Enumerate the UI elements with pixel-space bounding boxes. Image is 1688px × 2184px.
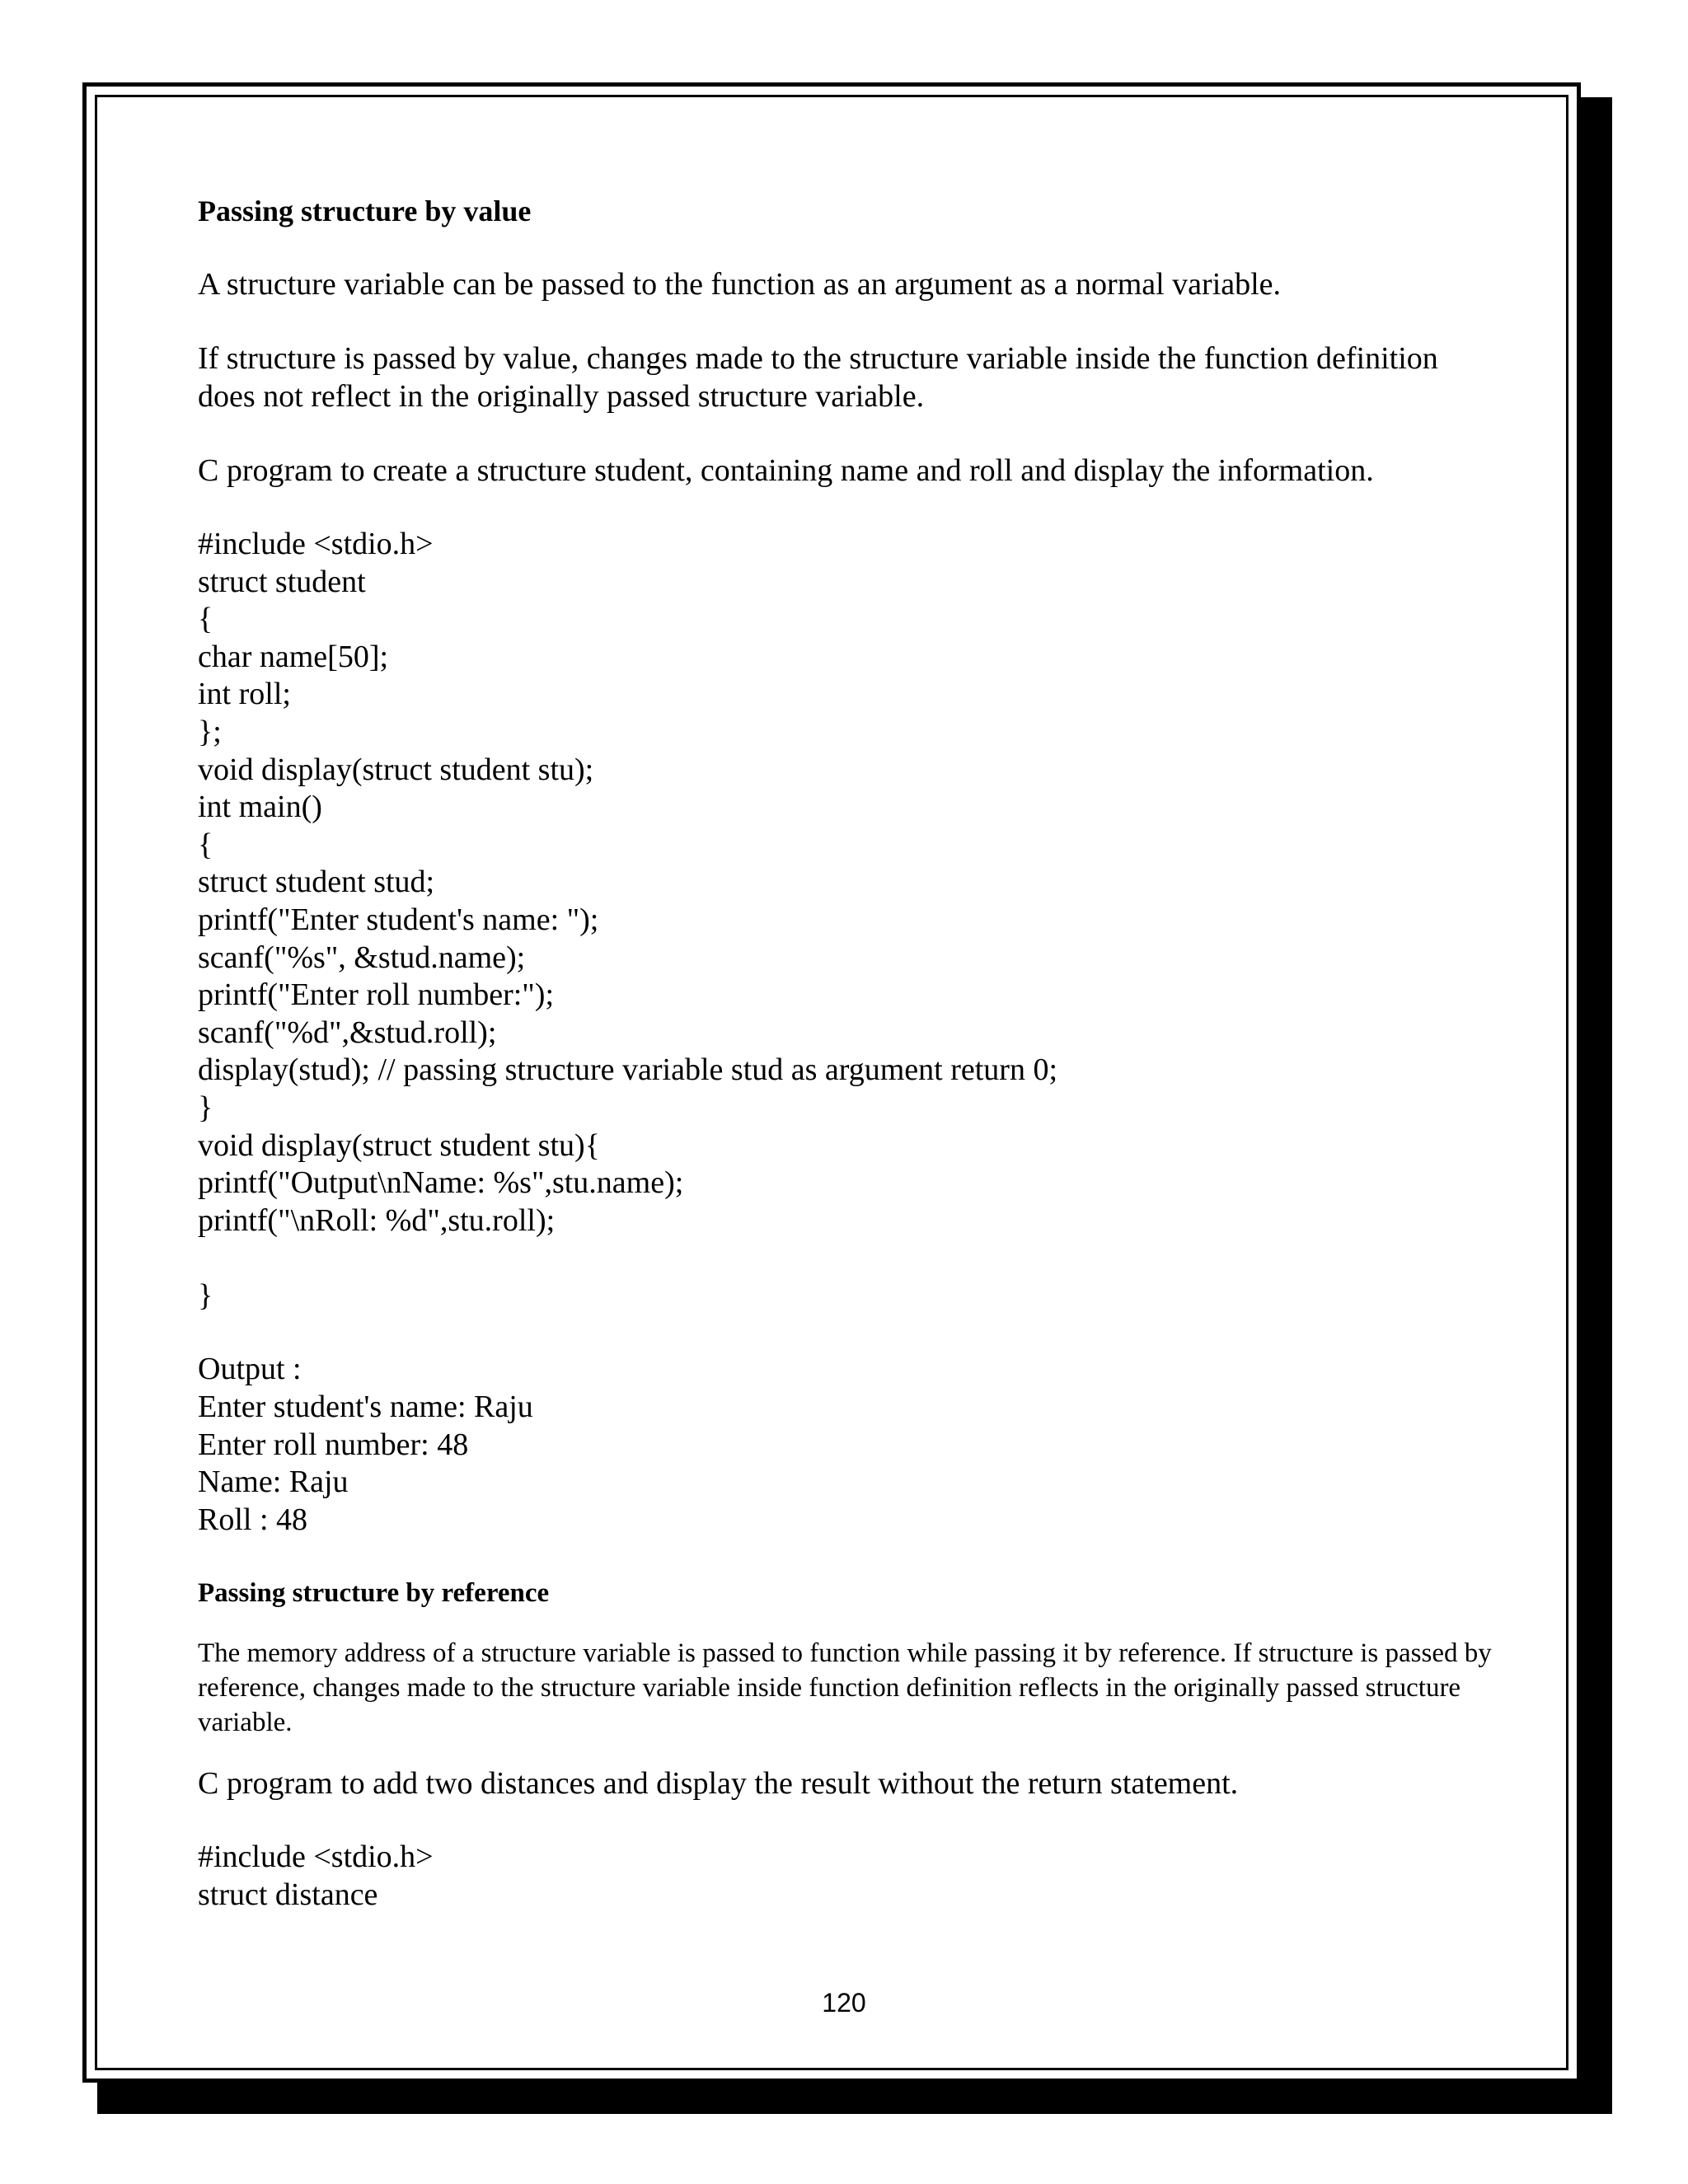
paragraph-program-description: C program to create a structure student, containing name and roll and display the information.	[198, 453, 1374, 488]
page-content	[198, 191, 1500, 1951]
code-line: printf("Enter roll number:");	[198, 977, 555, 1013]
output-line: Enter student's name: Raju	[198, 1390, 533, 1425]
output-line: Roll : 48	[198, 1502, 308, 1537]
output-line: Name: Raju	[198, 1465, 349, 1500]
code-line: char name[50];	[198, 639, 389, 674]
code-line: }	[198, 1090, 213, 1125]
page-number: 120	[822, 1988, 866, 2018]
code-listing-distance	[198, 1839, 1500, 1914]
paragraph-by-reference-explanation: The memory address of a structure variable is passed to function while passing it by reference. If structure is passed by reference, changes made to the structure variable inside function definition reflects in the originally passed structure variable.	[198, 1638, 1492, 1738]
code-line: };	[198, 714, 222, 749]
section-heading-by-reference: Passing structure by reference	[198, 1578, 550, 1609]
code-line: {	[198, 602, 213, 637]
section-heading-by-value: Passing structure by value	[198, 194, 532, 227]
code-line: #include <stdio.h>	[198, 527, 434, 561]
code-line	[198, 1240, 1500, 1277]
code-line: printf("Enter student's name: ");	[198, 902, 599, 937]
code-line: scanf("%d",&stud.roll);	[198, 1015, 497, 1050]
code-line: int main()	[198, 790, 322, 825]
code-line: printf("Output\nName: %s",stu.name);	[198, 1165, 684, 1201]
output-line: Output :	[198, 1352, 302, 1387]
code-line: scanf("%s", &stud.name);	[198, 940, 526, 975]
code-line: struct distance	[198, 1877, 378, 1913]
code-line: struct student	[198, 564, 366, 599]
code-line: int roll;	[198, 677, 291, 712]
output-line: Enter roll number: 48	[198, 1427, 469, 1462]
code-line: void display(struct student stu){	[198, 1127, 600, 1163]
code-line: {	[198, 827, 213, 862]
code-line: printf("\nRoll: %d",stu.roll);	[198, 1202, 556, 1238]
paragraph-by-value-explanation: If structure is passed by value, changes made to the structure variable inside the function definition does not reflect in the originally passed structure variable.	[198, 341, 1438, 414]
paragraph-distance-program-description: C program to add two distances and display the result without the return statement.	[198, 1766, 1239, 1802]
code-listing-student	[198, 526, 1500, 1315]
code-line: #include <stdio.h>	[198, 1840, 434, 1875]
code-line: void display(struct student stu);	[198, 752, 594, 787]
paragraph-intro: A structure variable can be passed to the function as an argument as a normal variable.	[198, 267, 1282, 302]
code-line: }	[198, 1277, 213, 1313]
code-line: display(stud); // passing structure variable stud as argument return 0;	[198, 1052, 1058, 1088]
code-line: struct student stud;	[198, 865, 435, 900]
program-output	[198, 1351, 1500, 1539]
